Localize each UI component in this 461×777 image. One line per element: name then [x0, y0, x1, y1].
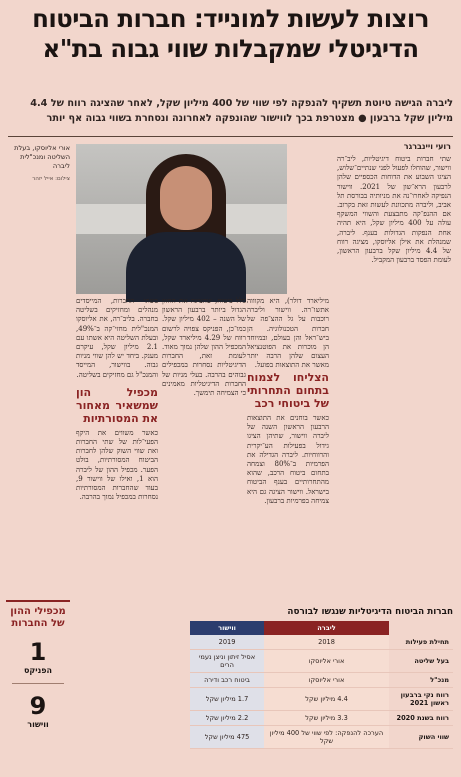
table-row-label: שווי השוק	[389, 726, 453, 749]
headline-line-2: הדיגיטלי שמקבלות שווי גבוה בת"א	[42, 34, 419, 63]
sidebar-label-2: ווישור	[27, 720, 49, 729]
article-column-left-bottom: כאשר משווים את היקף הפעי־לות של שתי החברות ואת שווי השוק שלהן לחברות הביטוח המסורתיות, בולט הפער. מכפיל ההון של ליברה הוא 1, ואילו של ווישור 9, בעוד שהחברות המסורתיות נסחרות במכפיל נמוך בהרבה.	[76, 428, 158, 502]
table-cell: אורי אליוסקו	[264, 650, 389, 673]
table-title: חברות הביטוח הדיגיטליות שנגשו לבורסה	[287, 607, 453, 617]
table-cell: 3.3 מיליון שקל	[264, 711, 389, 726]
sidebar-title: מכפילי ההון של החברות	[10, 606, 66, 629]
table-cell: ביטוח רכב ודירה	[190, 673, 264, 688]
table-cell: 2019	[190, 635, 264, 650]
article-column-left	[76, 297, 158, 697]
table-row-label: בעל שליטה	[389, 650, 453, 673]
portrait-photo	[76, 144, 287, 294]
table-row	[190, 711, 453, 726]
photo-face	[160, 166, 212, 230]
comparison-table	[190, 621, 453, 749]
article-column-left-top: בשתי החברות, המייסדים מנהלים ומחזיקים בשליטה בחברה. בליב־רה, את אליוסקו המנכ"לית מחזי־קה ב־49%, ובעלת השליטה היא אשתו עם 2.1 מיליון שקל, עיקרם מענק. ביחד יש להן שווי מניות גבוה. בווישור, המייסד והמנכ"ל גם מחזיקים בשליטה.	[76, 297, 158, 379]
table-row	[190, 635, 453, 650]
table-row	[190, 688, 453, 711]
comparison-table-block	[190, 607, 453, 749]
sidebar-value-1: 1	[29, 638, 47, 666]
table-cell: אורי אליוסקו	[264, 673, 389, 688]
table-header-blank	[389, 621, 453, 635]
article-column-middle-bottom: כאשר בוחנים את התוצאות הרבעון הראשון השנה של ליברה ווישור, שתיהן הציגו גידול בפעילות הע־יקרית והרווחיות. ליברה הגדילה את הפרמיות ב־80% וצמחה בתחום ביטוח הרכב, שהוא מהתחרותיים בענף הביטוח בישראל. ווישור הציגה גם היא צמיחה בפרמיות ברבעון.	[247, 414, 329, 505]
table-cell: 2018	[264, 635, 389, 650]
table-row-label: תחילת פעילות	[389, 635, 453, 650]
table-row-label: מנכ"ל	[389, 673, 453, 688]
table-cell: הערכה להנפקה: לפי שווי של 400 מיליון שקל	[264, 726, 389, 749]
headline	[8, 4, 453, 64]
table-cell: 4.4 מיליון שקל	[264, 688, 389, 711]
photo-torso	[126, 232, 246, 302]
table-header-wesure: ווישור	[190, 621, 264, 635]
subhead-middle: הצליחו לצמוח בתחום התחרותי של ביטוחי רכב	[247, 371, 329, 410]
table-row	[190, 726, 453, 749]
sidebar-divider	[12, 683, 64, 684]
table-cell: אסיל זיתון וניצן נעמי הרים	[190, 650, 264, 673]
photo-credit: צילום: אייל יזהר	[32, 176, 70, 182]
table-row-label: רווח נקי ברבעון ראשון 2021	[389, 688, 453, 711]
photo-caption	[8, 144, 70, 184]
table-cell: 1.7 מיליון שקל	[190, 688, 264, 711]
table-cell: 2.2 מיליון שקל	[190, 711, 264, 726]
article-column-middle-top: מיליארד דולר), היא מקוווה אתשו־רה. ווישור וליברה רוכבות על גל ההצ־פה של חברות הטכנולוגיה. הן ביש־ראל והן בעולם, ובמיוחד הן מוכרות את הפוטנציאל העצום שלהן הרבה יותר מאשר את התוצאות בפועל.	[247, 297, 329, 370]
header-divider	[8, 136, 453, 137]
photo-caption-text: אורי אליוסקו, בעלת השליטה ומנכ"לית ליברה	[14, 144, 70, 170]
article-column-far: כלל ביטוח, שהציגה את החזון הגדול ביותר ברבעון הראשון של השנה – 402 מיליון שקל. כמו־כן, הפניקס צפויה לרשום רווח של 4.29 מיליארד שקל, המכפיל ההון שלהן נמוך מאוד. לעומת זאת, החברות הדיגיטליות נסחרות במכפילים גבוהים בהרבה. בעלי מניות של החברות הדיגיטליות מאמינים כי הצמיחה תימשך.	[162, 297, 246, 398]
subhead-left: מכפיל הון שמשאיר מאחור את המסורתיות	[76, 385, 158, 425]
table-row	[190, 650, 453, 673]
sidebar-value-2: 9	[29, 692, 47, 720]
subtitle	[8, 96, 453, 126]
sidebar-label-1: הפניקס	[23, 666, 53, 675]
headline-line-1: רוצות לעשות למונייד: חברות הביטוח	[32, 4, 429, 33]
article-column-1: שתי חברות ביטוח דיגיטליות, ליב־רה ווישור, שהוחלו לפעול לפני שנתיים־שלוש, הציגו השבוע את הדוחות הכספיים שלהן לרבעון הרא־שון של 2021. ווישור הנפיקה לאחרו־נה את מניותיה בבורסת תל אביב, וליברה מתכוונת לעשות זאת בקרוב. אם ההנפ־קה מתבצעת והשווי המשקף עולה על 400 מיליון שקל, היא תהיה אחת הנפקות הגדולות בענף. ליברה, שמנהלת את אילן אליוסקו, מציגה רווח של 4.4 מיליון שקל ברבעון הראשון, לעומת הפסד ברבעון המקביל.	[337, 155, 451, 265]
byline: רועי ויינברגר	[403, 142, 451, 151]
table-row	[190, 673, 453, 688]
table-header-libra: ליברה	[264, 621, 389, 635]
table-row-label: רווח בשנת 2020	[389, 711, 453, 726]
subtitle-line-2: מיליון שקל ברבעון ● מצטרפת בכך לווישור שהונפקה לאחרונה ונסחרת בשווי גבוה אף יותר	[46, 113, 453, 124]
table-header-row	[190, 621, 453, 635]
table-cell: 475 מיליון שקל	[190, 726, 264, 749]
subtitle-line-1: ליברה הגישה טיוטת תשקיף להנפקה לפי שווי של 400 מיליון שקל, לאחר שהציגה רווח של 4.4	[30, 98, 453, 109]
equity-multiple-sidebar	[6, 600, 70, 772]
